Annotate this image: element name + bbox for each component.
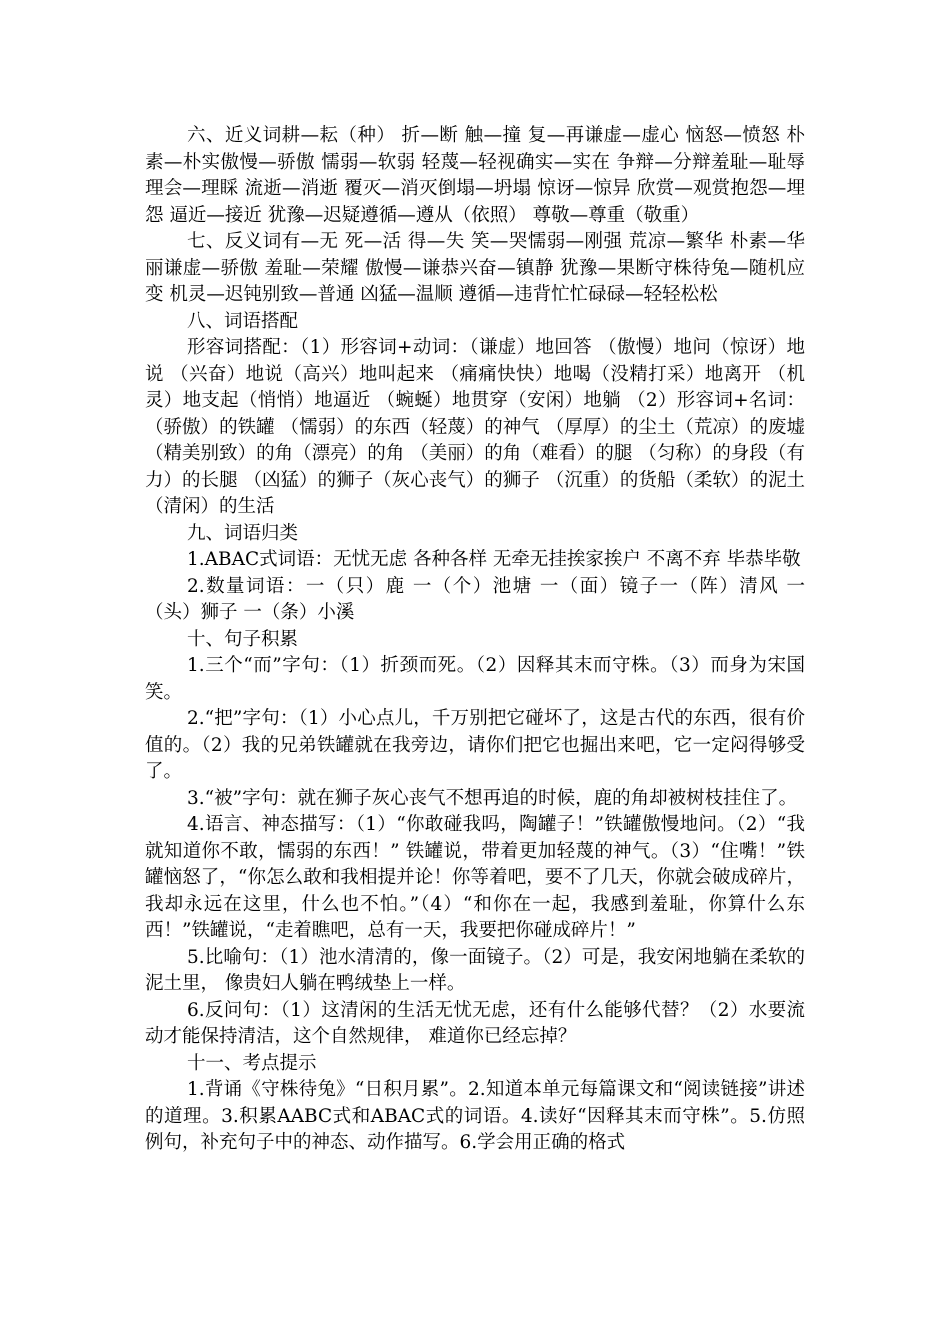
sentence-ba: 2.“把”字句：（1）小心点儿，千万别把它碰坏了，这是古代的东西，很有价值的。（2）我的兄弟铁罐就在我旁边，请你们把它也掘出来吧，它一定闷得够受了。: [145, 708, 805, 782]
quantity-words: 2.数量词语：一（只）鹿 一（个）池塘 一（面）镜子一（阵）清风 一（头）狮子 一（条）小溪: [145, 575, 805, 623]
tips-heading: 十一、考点提示: [187, 1052, 317, 1074]
sentence-heading: 十、句子积累: [187, 628, 299, 650]
antonyms-section: 七、反义词有—无 死—活 得—失 笑—哭懦弱—刚强 荒凉—繁华 朴素—华丽谦虚—骄傲 羞耻—荣耀 傲慢—谦恭兴奋—镇静 犹豫—果断守株待兔—随机应变 机灵—迟钝别致—普通 凶猛—温顺 遵循—违背忙忙碌碌—轻轻松松: [145, 231, 805, 305]
collocation-heading: 八、词语搭配: [187, 310, 299, 332]
sentence-description: 4.语言、神态描写：（1）“你敢碰我吗，陶罐子！”铁罐傲慢地问。（2）“我就知道你不敢，懦弱的东西！” 铁罐说，带着更加轻蔑的神气。（3）“住嘴！”铁罐恼怒了，“你怎么敢和我相提并论！你等着吧，要不了几天，你就会破成碎片，我却永远在这里，什么也不怕。”（4）“和你在一起，我感到羞耻，你算什么东西！”铁罐说，“走着瞧吧，总有一天，我要把你碰成碎片！”: [145, 814, 805, 941]
document-body: [145, 123, 805, 1157]
collocation-body: 形容词搭配：（1）形容词+动词：（谦虚）地回答 （傲慢）地问（惊讶）地说 （兴奋）地说（高兴）地叫起来 （痛痛快快）地喝（没精打采）地离开 （机灵）地支起（悄悄）地逼近 （蜿蜒）地贯穿（安闲）地躺 （2）形容词+名词：（骄傲）的铁罐 （懦弱）的东西（轻蔑）的神气 （厚厚）的尘土（荒凉）的废墟 （精美别致）的角（漂亮）的角 （美丽）的角（难看）的腿 （匀称）的身段（有力）的长腿 （凶猛）的狮子（灰心丧气）的狮子 （沉重）的货船（柔软）的泥土 （清闲）的生活: [145, 337, 805, 517]
sentence-metaphor: 5.比喻句：（1）池水清清的，像一面镜子。（2）可是，我安闲地躺在柔软的泥土里， 像贵妇人躺在鸭绒垫上一样。: [145, 946, 805, 994]
sentence-er: 1.三个“而”字句：（1）折颈而死。（2）因释其末而守株。（3）而身为宋国笑。: [145, 655, 805, 703]
abac-words: 1.ABAC式词语：无忧无虑 各种各样 无牵无挂挨家挨户 不离不弃 毕恭毕敬: [187, 549, 801, 570]
synonyms-section: 六、近义词耕—耘（种） 折—断 触—撞 复—再谦虚—虚心 恼怒—愤怒 朴素—朴实傲慢—骄傲 懦弱—软弱 轻蔑—轻视确实—实在 争辩—分辩羞耻—耻辱理会—理睬 流逝—消逝 覆灭—消灭倒塌—坍塌 惊讶—惊异 欣赏—观赏抱怨—埋怨 逼近—接近 犹豫—迟疑遵循—遵从（依照） 尊敬—尊重（敬重）: [145, 125, 805, 226]
tips-body: 1.背诵《守株待兔》“日积月累”。2.知道本单元每篇课文和“阅读链接”讲述的道理。3.积累AABC式和ABAC式的词语。4.读好“因释其末而守株”。5.仿照例句，补充句子中的神态、动作描写。6.学会用正确的格式: [145, 1079, 805, 1153]
sentence-rhetorical: 6.反问句：（1）这清闲的生活无忧无虑，还有什么能够代替？（2）水要流动才能保持清洁，这个自然规律， 难道你已经忘掉？: [145, 999, 805, 1047]
classification-heading: 九、词语归类: [187, 522, 299, 544]
sentence-bei: 3.“被”字句：就在狮子灰心丧气不想再追的时候，鹿的角却被树枝挂住了。: [187, 787, 798, 809]
